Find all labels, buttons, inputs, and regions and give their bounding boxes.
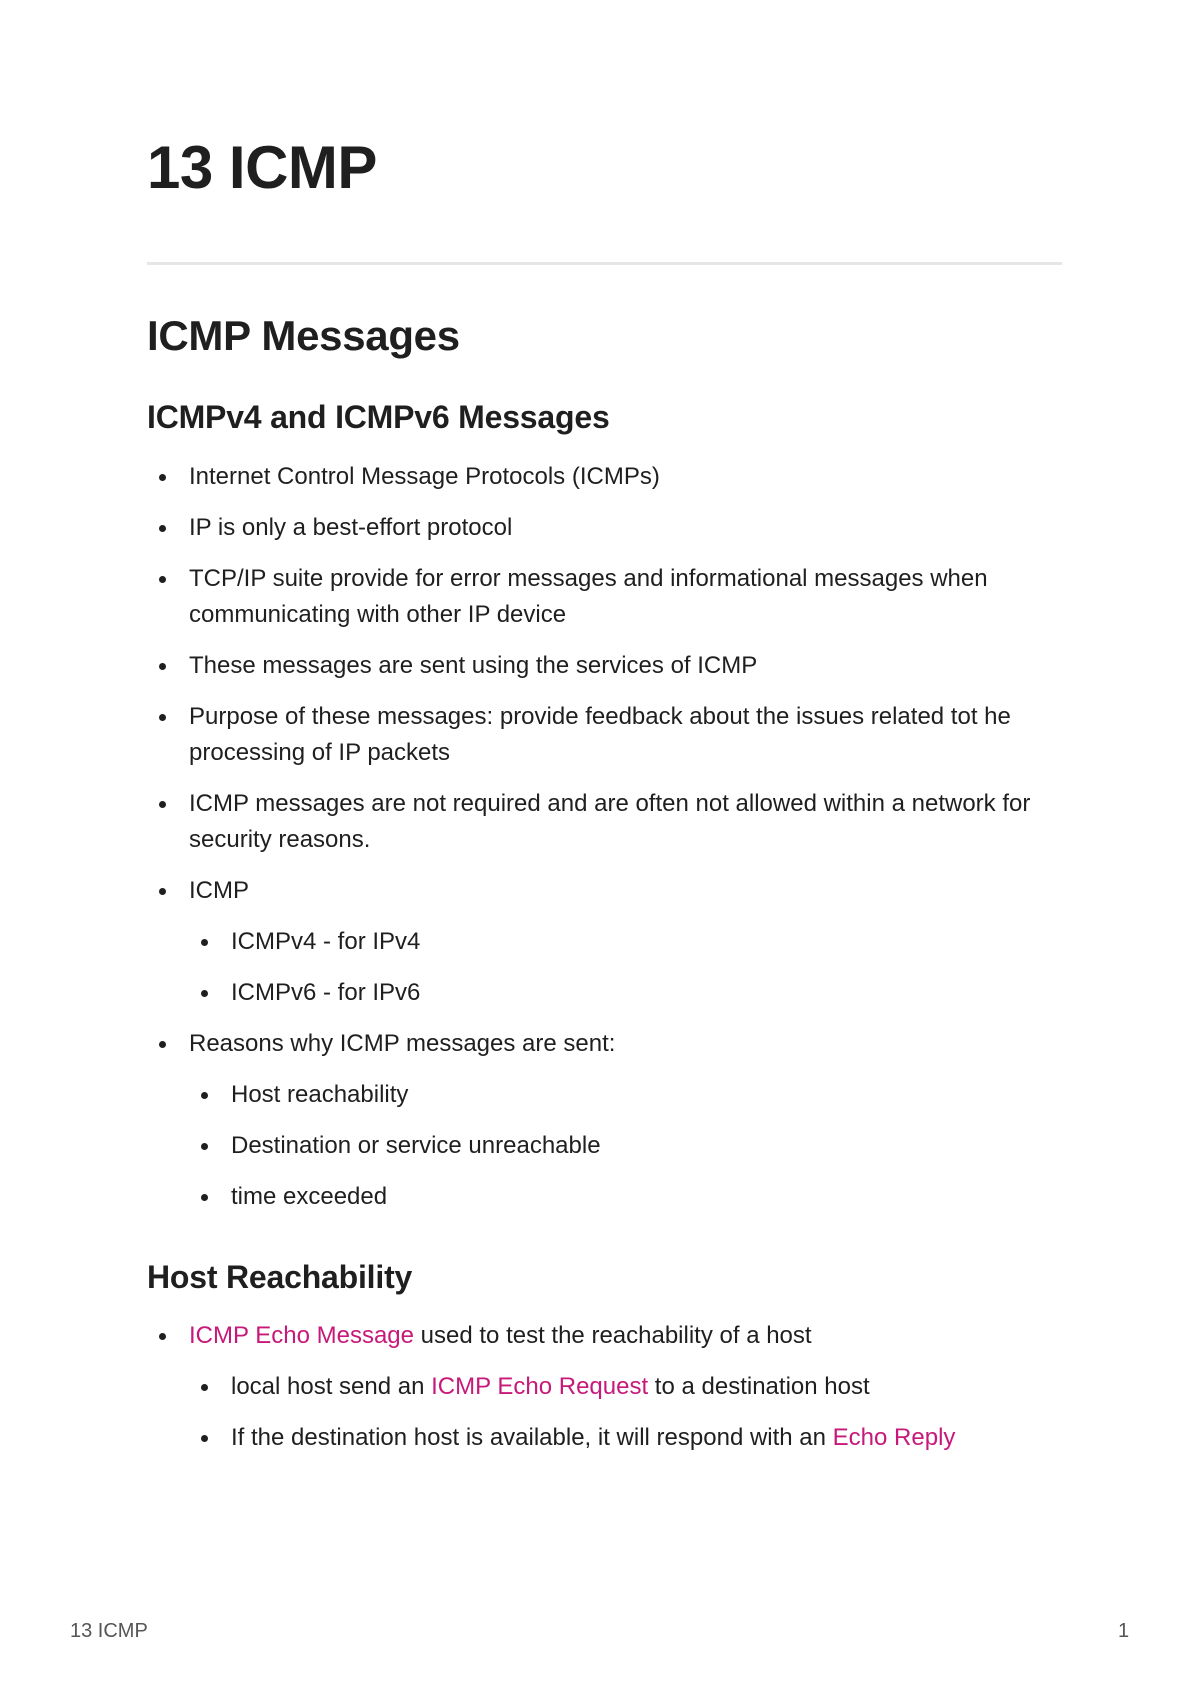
footer-doc-name: 13 ICMP <box>70 1620 148 1642</box>
sub-list-text: local host send an <box>231 1373 432 1400</box>
sub-list-item <box>189 1369 1062 1405</box>
footer-page-number: 1 <box>1118 1620 1130 1642</box>
list-item: ICMP messages are not required and are often not allowed within a network for security reasons. <box>147 786 1062 858</box>
sub-list-item: Host reachability <box>189 1077 1062 1113</box>
list-item: TCP/IP suite provide for error messages and informational messages when communicating with other IP device <box>147 561 1062 633</box>
icmp-bullet-list <box>147 459 1062 1230</box>
sub-list-item: ICMPv6 - for IPv6 <box>189 975 1062 1011</box>
title-divider <box>147 262 1062 265</box>
list-item-reasons <box>147 1026 1062 1215</box>
list-item-label: ICMP <box>189 877 249 904</box>
list-item-label: Reasons why ICMP messages are sent: <box>189 1030 616 1057</box>
sub-list-text: to a destination host <box>648 1373 870 1400</box>
list-item: IP is only a best-effort protocol <box>147 510 1062 546</box>
subsection-host-reachability <box>147 1260 1062 1295</box>
sub-list-item: Destination or service unreachable <box>189 1128 1062 1164</box>
page-title: 13 ICMP <box>147 134 377 201</box>
sub-list-text: If the destination host is available, it will respond with an <box>231 1424 833 1451</box>
icmp-sub-list <box>189 924 1062 1011</box>
echo-sub-list <box>189 1369 1062 1456</box>
list-item-echo-message <box>147 1318 1062 1456</box>
sub-list-item <box>189 1420 1062 1456</box>
list-item-icmp <box>147 873 1062 1011</box>
highlight-term: Echo Reply <box>832 1424 956 1451</box>
highlight-term: ICMP Echo Request <box>431 1373 649 1400</box>
subsection-heading: ICMPv4 and ICMPv6 Messages <box>147 399 610 435</box>
host-reachability-list <box>147 1318 1062 1471</box>
section-icmp-messages <box>147 313 1062 359</box>
subsection-icmpv4-icmpv6 <box>147 400 1062 435</box>
sub-list-item: time exceeded <box>189 1179 1062 1215</box>
title-block <box>147 134 1062 201</box>
reasons-sub-list <box>189 1077 1062 1215</box>
sub-list-item: ICMPv4 - for IPv4 <box>189 924 1062 960</box>
list-item: Internet Control Message Protocols (ICMPs) <box>147 459 1062 495</box>
subsection-heading: Host Reachability <box>147 1259 413 1295</box>
highlight-term: ICMP Echo Message <box>189 1322 414 1349</box>
section-heading-icmp-messages: ICMP Messages <box>147 312 460 359</box>
list-item: Purpose of these messages: provide feedback about the issues related tot he processing of IP packets <box>147 699 1062 771</box>
list-item: These messages are sent using the services of ICMP <box>147 648 1062 684</box>
list-item-text: used to test the reachability of a host <box>414 1322 812 1349</box>
